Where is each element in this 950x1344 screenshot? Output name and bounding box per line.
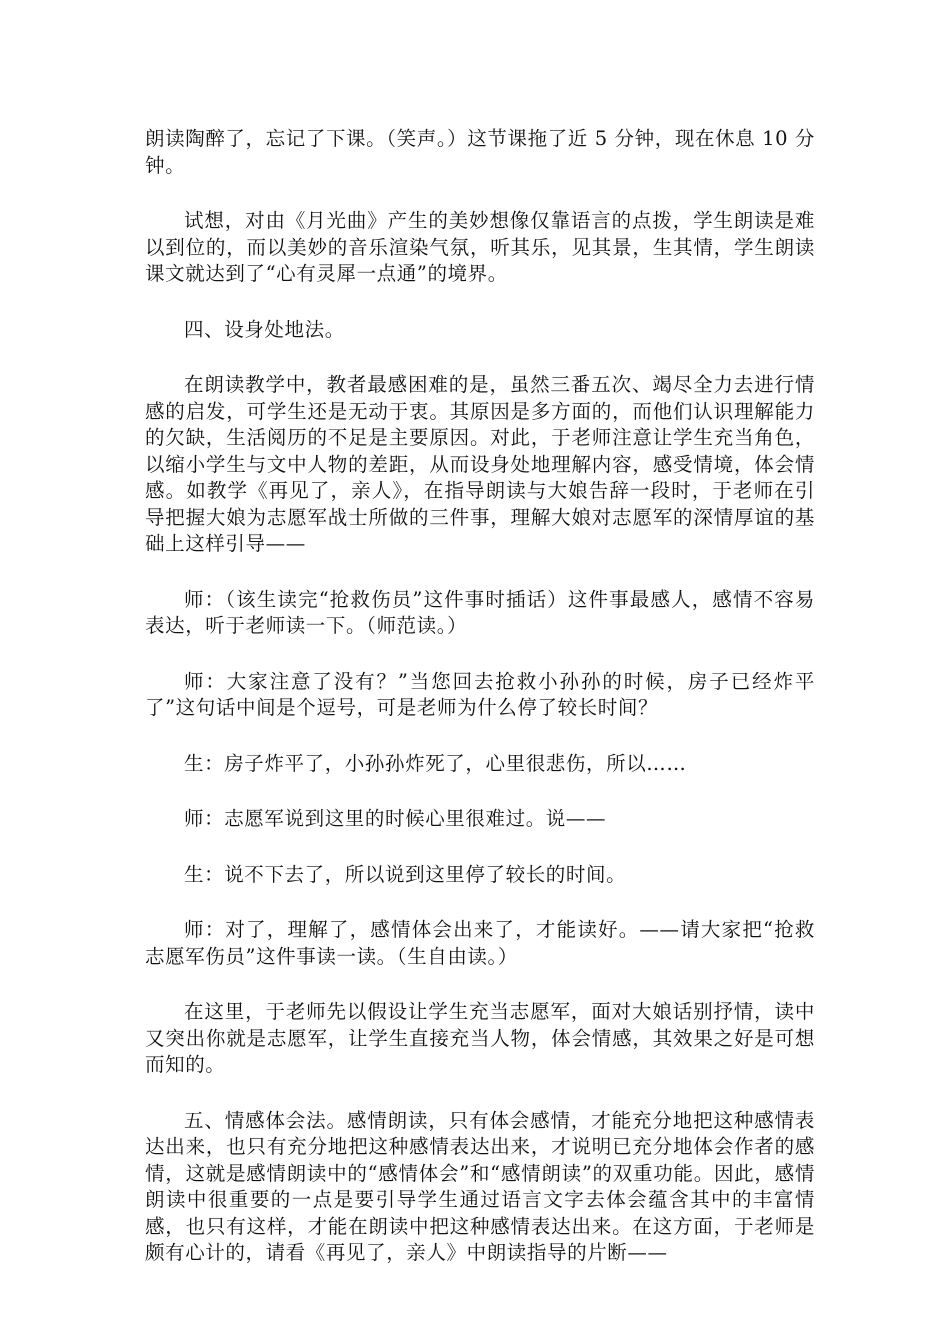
- dialogue-line: 师：大家注意了没有？”当您回去抢救小孙孙的时候，房子已经炸平了”这句话中间是个逗号，可是老师为什么停了较长时间？: [145, 669, 815, 719]
- dialogue-line: 生：房子炸平了，小孙孙炸死了，心里很悲伤，所以……: [184, 751, 687, 775]
- dialogue-line: 师：（该生读完“抢救伤员”这件事时插话）这件事最感人，感情不容易表达，听于老师读一下。（师范读。）: [145, 587, 815, 637]
- paragraph: 试想，对由《月光曲》产生的美妙想像仅靠语言的点拨，学生朗读是难以到位的，而以美妙的音乐渲染气氛，听其乐，见其景，生其情，学生朗读课文就达到了“心有灵犀一点通”的境界。: [145, 209, 815, 285]
- document-body: [145, 126, 815, 1296]
- dialogue-line: 师：志愿军说到这里的时候心里很难过。说——: [184, 807, 607, 830]
- paragraph: 在朗读教学中，教者最感困难的是，虽然三番五次、竭尽全力去进行情感的启发，可学生还是无动于衷。其原因是多方面的，而他们认识理解能力的欠缺，生活阅历的不足是主要原因。对此，于老师注意让学生充当角色，以缩小学生与文中人物的差距，从而设身处地理解内容，感受情境，体会情感。如教学《再见了，亲人》，在指导朗读与大娘告辞一段时，于老师在引导把握大娘为志愿军战士所做的三件事，理解大娘对志愿军的深情厚谊的基础上这样引导——: [145, 373, 815, 555]
- section-heading-5: 五、情感体会法。感情朗读，只有体会感情，才能充分地把这种感情表达出来，也只有充分地把这种感情表达出来，才说明已充分地体会作者的感情，这就是感情朗读中的“感情体会”和“感情朗读”的双重功能。因此，感情朗读中很重要的一点是要引导学生通过语言文字去体会蕴含其中的丰富情感，也只有这样，才能在朗读中把这种感情表达出来。在这方面，于老师是颇有心计的，请看《再见了，亲人》中朗读指导的片断——: [145, 1108, 815, 1264]
- section-heading-4: 四、设身处地法。: [184, 317, 345, 341]
- paragraph: 在这里，于老师先以假设让学生充当志愿军，面对大娘话别抒情，读中又突出你就是志愿军，让学生直接充当人物，体会情感，其效果之好是可想而知的。: [145, 1000, 815, 1076]
- dialogue-line: 生：说不下去了，所以说到这里停了较长的时间。: [184, 862, 627, 886]
- paragraph-continuation: 朗读陶醉了，忘记了下课。（笑声。）这节课拖了近 5 分钟，现在休息 10 分钟。: [145, 127, 815, 177]
- dialogue-line: 师：对了，理解了，感情体会出来了，才能读好。——请大家把“抢救志愿军伤员”这件事读一读。（生自由读。）: [145, 918, 815, 968]
